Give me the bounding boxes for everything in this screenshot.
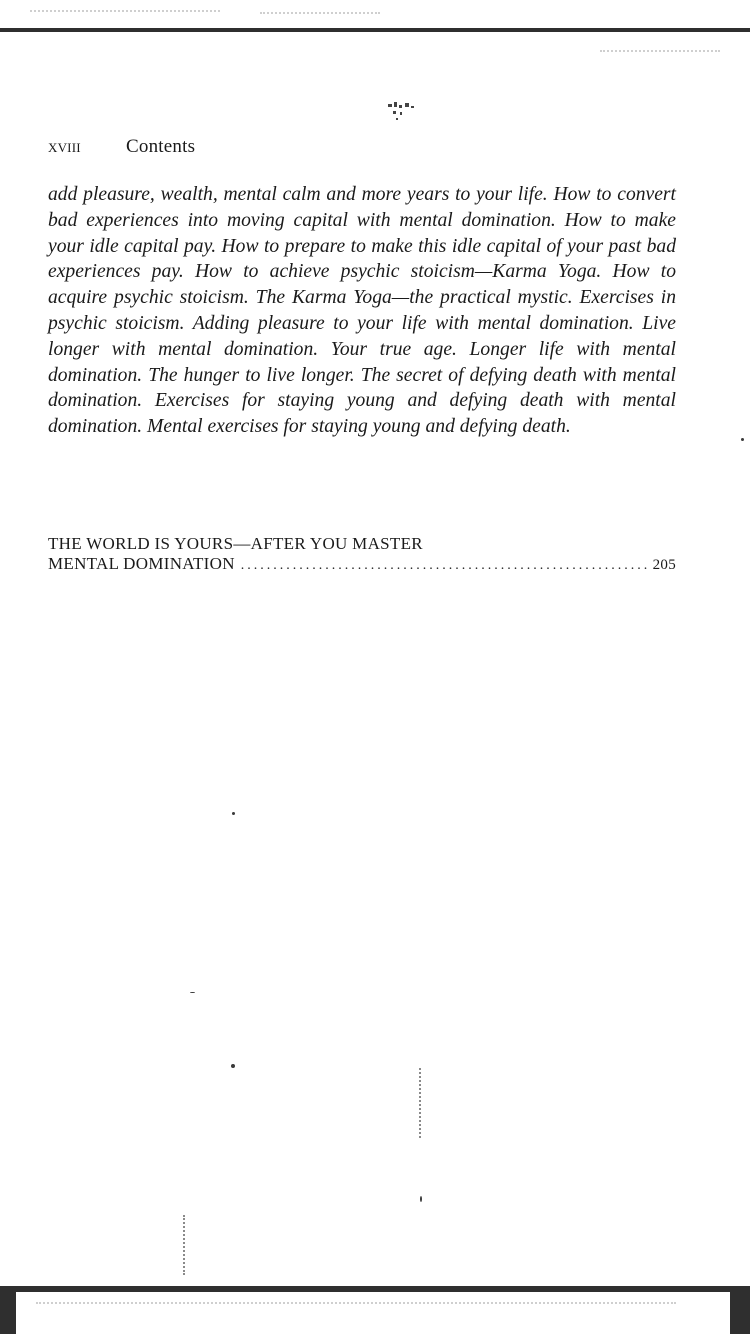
next-page-edge	[16, 1292, 730, 1334]
chapter-title-line1: THE WORLD IS YOURS—AFTER YOU MASTER	[48, 534, 423, 553]
scan-speck	[190, 992, 195, 993]
scan-noise	[30, 10, 220, 13]
scan-speck	[231, 1064, 235, 1068]
scan-speck	[741, 438, 744, 441]
scan-noise	[36, 1302, 676, 1305]
scan-noise	[260, 12, 380, 15]
scan-speck	[232, 812, 235, 815]
chapter-title-line2: MENTAL DOMINATION	[48, 554, 235, 573]
scan-noise-vertical	[183, 1215, 187, 1275]
chapter-page-number: 205	[652, 557, 676, 573]
dot-leader	[241, 556, 647, 576]
scan-speck	[420, 1196, 422, 1202]
contents-entry-description: add pleasure, wealth, mental calm and more years to your life. How to convert bad experiences into moving capital with mental domination. How to make your idle capital pay. How to prepare to make this idle capital of your past bad experiences pay. How to achieve psychic stoicism—Karma Yoga. How to acquire psychic stoicism. The Karma Yoga—the practical mystic. Exercises in psychic stoicism. Adding pleasure to your life with mental domination. Live longer with mental domination. Your true age. Longer life with mental domination. The hunger to live longer. The secret of defying death with mental domination. Exercises for staying young and defying death with mental domination. Mental exercises for staying young and defying death.	[48, 184, 676, 438]
scan-noise-vertical	[419, 1068, 423, 1138]
ornament-icon	[384, 98, 418, 124]
page-number: xviii	[48, 136, 81, 157]
chapter-entry[interactable]	[48, 534, 676, 576]
scan-noise	[600, 50, 720, 53]
page-title: Contents	[126, 136, 196, 157]
page-header	[48, 136, 195, 158]
previous-page-edge	[0, 0, 750, 28]
